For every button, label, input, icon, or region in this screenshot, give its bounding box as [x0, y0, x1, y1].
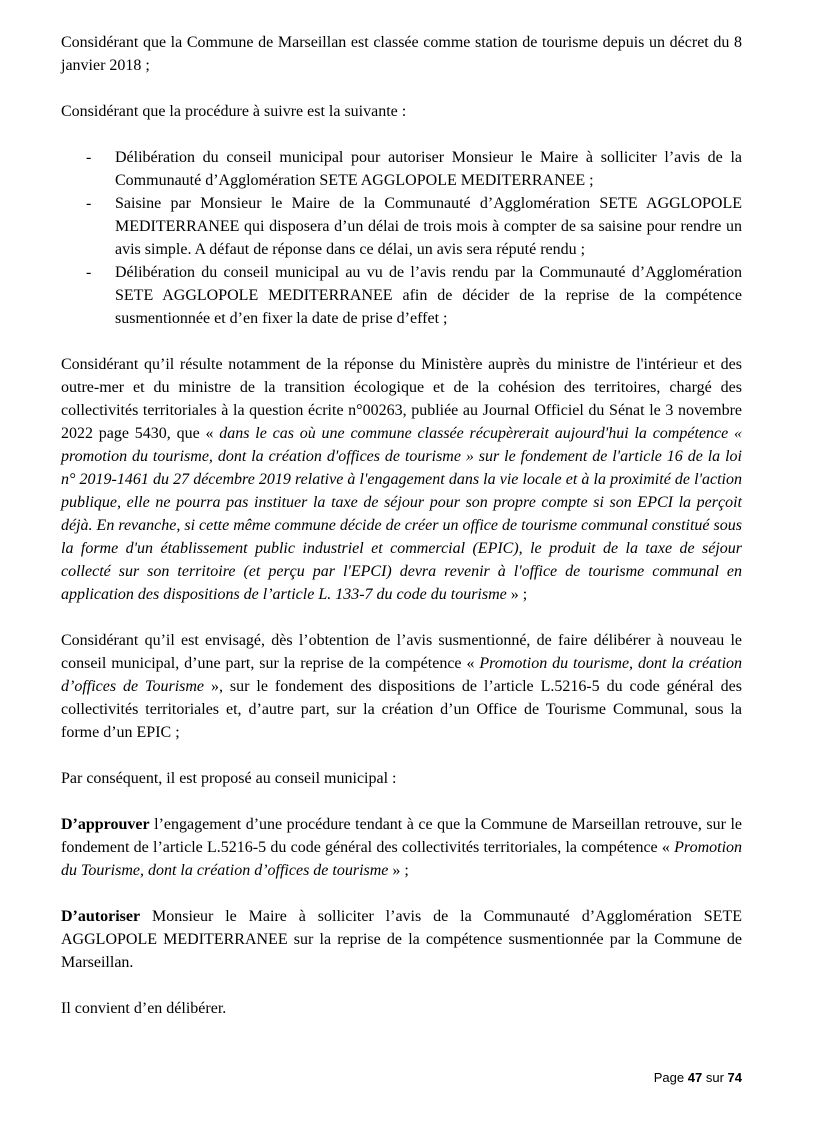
paragraph-envisage: [61, 629, 742, 744]
list-item: [61, 146, 742, 192]
paragraph-ministere-reponse: [61, 353, 742, 606]
paragraph-procedure-intro: Considérant que la procédure à suivre est la suivante :: [61, 103, 407, 120]
ministere-intro-text: Considérant qu’il résulte notamment de la réponse du Ministère auprès du ministre de l'intérieur et des outre-mer et du ministre de la transition écologique et de la cohésion des territoires, chargé des collectivités territoriales à la question écrite n°00263, publiée au Journal Officiel du Sénat le 3 novembre 2022 page 5430, que «: [61, 356, 742, 442]
page-sep: sur: [705, 1070, 724, 1085]
paragraph-autoriser: [61, 905, 742, 974]
list-item: [61, 192, 742, 261]
page-number-footer: [654, 1070, 742, 1085]
page-total: 74: [727, 1070, 742, 1085]
list-item-text: Saisine par Monsieur le Maire de la Communauté d’Agglomération SETE AGGLOPOLE MEDITERRANEE qui disposera d’un délai de trois mois à compter de sa saisine pour rendre un avis simple. A défaut de réponse dans ce délai, un avis sera réputé rendu ;: [115, 195, 742, 258]
approuver-quote: Promotion du Tourisme, dont la création d’offices de tourisme: [61, 839, 743, 879]
paragraph-deliberer: Il convient d’en délibérer.: [61, 1000, 227, 1017]
envisage-text-a: Considérant qu’il est envisagé, dès l’obtention de l’avis susmentionné, de faire délibérer à nouveau le conseil municipal, d’une part, sur la reprise de la compétence «: [61, 632, 742, 672]
approuver-label: D’approuver: [61, 816, 150, 833]
document-body: [61, 31, 742, 1043]
list-item: [61, 261, 742, 330]
page-current: 47: [687, 1070, 703, 1085]
envisage-quote: Promotion du tourisme, dont la création d’offices de Tourisme: [61, 655, 743, 695]
ministere-quote-text: dans le cas où une commune classée récupèrerait aujourd'hui la compétence « promotion du tourisme, dont la création d'offices de tourisme » sur le fondement de l'article 16 de la loi n° 2019-1461 du 27 décembre 2019 relative à l'engagement dans la vie locale et à la proximité de l'action publique, elle ne pourra pas instituer la taxe de séjour pour son propre compte si son EPCI la perçoit déjà. En revanche, si cette même commune décide de créer un office de tourisme communal constitué sous la forme d'un établissement public industriel et commercial (EPIC), le produit de la taxe de séjour collecté sur son territoire (et perçu par l'EPCI) devra revenir à l'office de tourisme communal en application des dispositions de l’article L. 133-7 du code du tourisme: [61, 425, 743, 603]
page-word: Page: [653, 1070, 685, 1085]
list-item-text: Délibération du conseil municipal pour autoriser Monsieur le Maire à solliciter l’avis de la Communauté d’Agglomération SETE AGGLOPOLE MEDITERRANEE ;: [115, 149, 742, 189]
list-dash-marker: -: [86, 264, 92, 281]
autoriser-label: D’autoriser: [61, 908, 141, 925]
procedure-steps-list: [61, 146, 742, 330]
ministere-quote-end: » ;: [510, 586, 528, 603]
approuver-text: l’engagement d’une procédure tendant à ce que la Commune de Marseillan retrouve, sur le fondement de l’article L.5216-5 du code général des collectivités territoriales, la compétence «: [61, 816, 743, 856]
autoriser-text: Monsieur le Maire à solliciter l’avis de la Communauté d’Agglomération SETE AGGLOPOLE MEDITERRANEE sur la reprise de la compétence susmentionnée par la Commune de Marseillan.: [61, 908, 743, 971]
list-dash-marker: -: [86, 149, 92, 166]
paragraph-par-consequent: Par conséquent, il est proposé au conseil municipal :: [61, 770, 397, 787]
list-item-text: Délibération du conseil municipal au vu de l’avis rendu par la Communauté d’Agglomération SETE AGGLOPOLE MEDITERRANEE afin de décider de la reprise de la compétence susmentionnée et d’en fixer la date de prise d’effet ;: [115, 264, 742, 327]
approuver-end: » ;: [392, 862, 409, 879]
list-dash-marker: -: [86, 195, 92, 212]
paragraph-station-tourisme: Considérant que la Commune de Marseillan est classée comme station de tourisme depuis un décret du 8 janvier 2018 ;: [61, 34, 742, 74]
paragraph-approuver: [61, 813, 742, 882]
envisage-text-b: », sur le fondement des dispositions de l’article L.5216-5 du code général des collectivités territoriales et, d’autre part, sur la création d’un Office de Tourisme Communal, sous la forme d’un EPIC ;: [61, 678, 743, 741]
